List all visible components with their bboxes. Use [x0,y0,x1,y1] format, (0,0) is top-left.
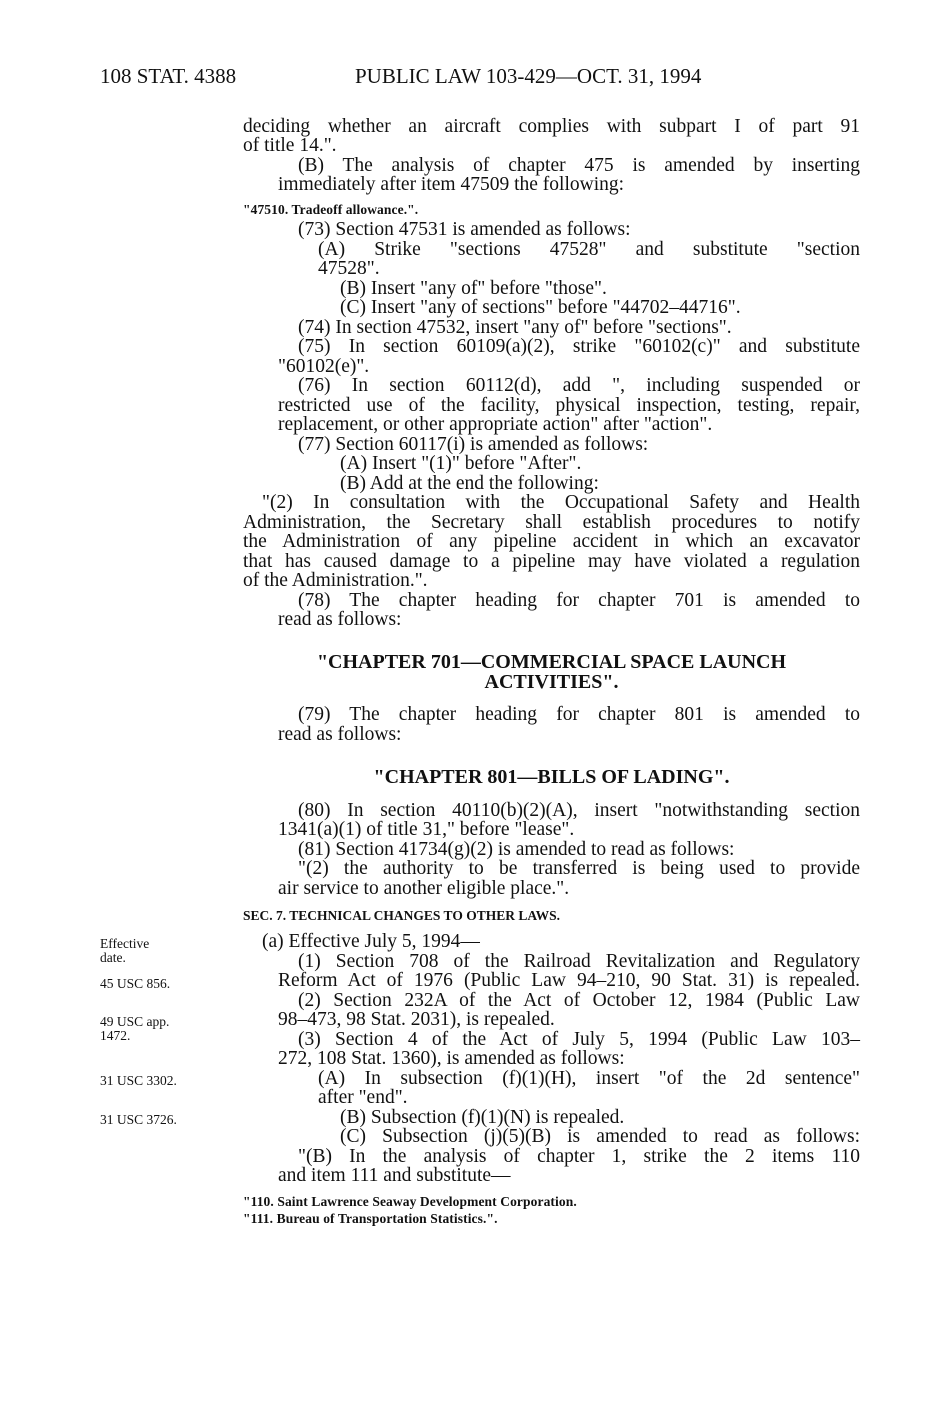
margin-note: 45 USC 856. [100,976,171,991]
chapter-heading: ACTIVITIES". [484,671,619,693]
text-line: (78) The chapter heading for chapter 701 is amended to [298,590,860,611]
text-line: (a) Effective July 5, 1994— [262,931,480,952]
text-line: "47510. Tradeoff allowance.". [243,202,419,217]
chapter-heading: "CHAPTER 801—BILLS OF LADING". [373,766,730,788]
text-line: (74) In section 47532, insert "any of" before "sections". [298,317,732,338]
text-line: and item 111 and substitute— [278,1165,511,1186]
text-line: "(B) In the analysis of chapter 1, strike the 2 items 110 [298,1146,860,1167]
text-line: immediately after item 47509 the following: [278,174,625,195]
text-line: Administration, the Secretary shall establish procedures to notify [243,512,860,533]
text-line: read as follows: [278,724,402,745]
text-line: "(2) the authority to be transferred is being used to provide [298,858,860,879]
text-line: read as follows: [278,609,402,630]
text-line: deciding whether an aircraft complies with subpart I of part 91 [243,116,860,137]
margin-note: 31 USC 3726. [100,1112,177,1127]
text-line: (C) Insert "any of sections" before "44702–44716". [340,297,741,318]
text-line: (77) Section 60117(i) is amended as follows: [298,434,649,455]
text-line: (3) Section 4 of the Act of July 5, 1994 (Public Law 103– [298,1029,860,1050]
text-line: of title 14.". [243,135,337,156]
text-line: after "end". [318,1087,408,1108]
margin-note: 1472. [100,1028,131,1043]
margin-note: Effective [100,936,150,951]
text-line: (75) In section 60109(a)(2), strike "60102(c)" and substitute [298,336,860,357]
text-line: replacement, or other appropriate action" after "action". [278,414,713,435]
text-line: "110. Saint Lawrence Seaway Development Corporation. [243,1194,577,1209]
chapter-heading: "CHAPTER 701—COMMERCIAL SPACE LAUNCH [316,651,787,673]
text-line: (1) Section 708 of the Railroad Revitalization and Regulatory [298,951,860,972]
text-line: (80) In section 40110(b)(2)(A), insert "notwithstanding section [298,800,860,821]
text-line: (A) Strike "sections 47528" and substitute "section [318,239,860,260]
text-line: (A) Insert "(1)" before "After". [340,453,582,474]
text-line: (C) Subsection (j)(5)(B) is amended to read as follows: [340,1126,860,1147]
text-line: of the Administration.". [243,570,428,591]
text-line: restricted use of the facility, physical inspection, testing, repair, [278,395,860,416]
text-line: (79) The chapter heading for chapter 801 is amended to [298,704,860,725]
text-line: that has caused damage to a pipeline may have violated a regulation [243,551,860,572]
text-line: "(2) In consultation with the Occupational Safety and Health [262,492,860,513]
text-line: "60102(e)". [278,356,370,377]
text-line: 1341(a)(1) of title 31," before "lease". [278,819,575,840]
text-line: (73) Section 47531 is amended as follows: [298,219,631,240]
margin-note: 49 USC app. [100,1014,170,1029]
section-heading: SEC. 7. TECHNICAL CHANGES TO OTHER LAWS. [243,908,560,923]
text-line: (B) Subsection (f)(1)(N) is repealed. [340,1107,625,1128]
running-head: PUBLIC LAW 103-429—OCT. 31, 1994 [355,64,702,88]
text-line: (81) Section 41734(g)(2) is amended to read as follows: [298,839,735,860]
text-line: (2) Section 232A of the Act of October 12, 1984 (Public Law [298,990,860,1011]
text-line: 98–473, 98 Stat. 2031), is repealed. [278,1009,555,1030]
margin-note: date. [100,950,126,965]
text-line: 47528". [318,258,380,279]
text-line: "111. Bureau of Transportation Statistics.". [243,1211,498,1226]
text-line: the Administration of any pipeline accident in which an excavator [243,531,860,552]
text-line: (B) Add at the end the following: [340,473,599,494]
text-line: (76) In section 60112(d), add ", including suspended or [298,375,860,396]
text-line: (B) Insert "any of" before "those". [340,278,607,299]
text-line: (B) The analysis of chapter 475 is amended by inserting [298,155,860,176]
page-number: 108 STAT. 4388 [100,64,237,88]
text-line: air service to another eligible place.". [278,878,570,899]
text-line: 272, 108 Stat. 1360), is amended as follows: [278,1048,625,1069]
text-line: Reform Act of 1976 (Public Law 94–210, 90 Stat. 31) is repealed. [278,970,860,991]
text-line: (A) In subsection (f)(1)(H), insert "of the 2d sentence" [318,1068,860,1089]
margin-note: 31 USC 3302. [100,1073,177,1088]
